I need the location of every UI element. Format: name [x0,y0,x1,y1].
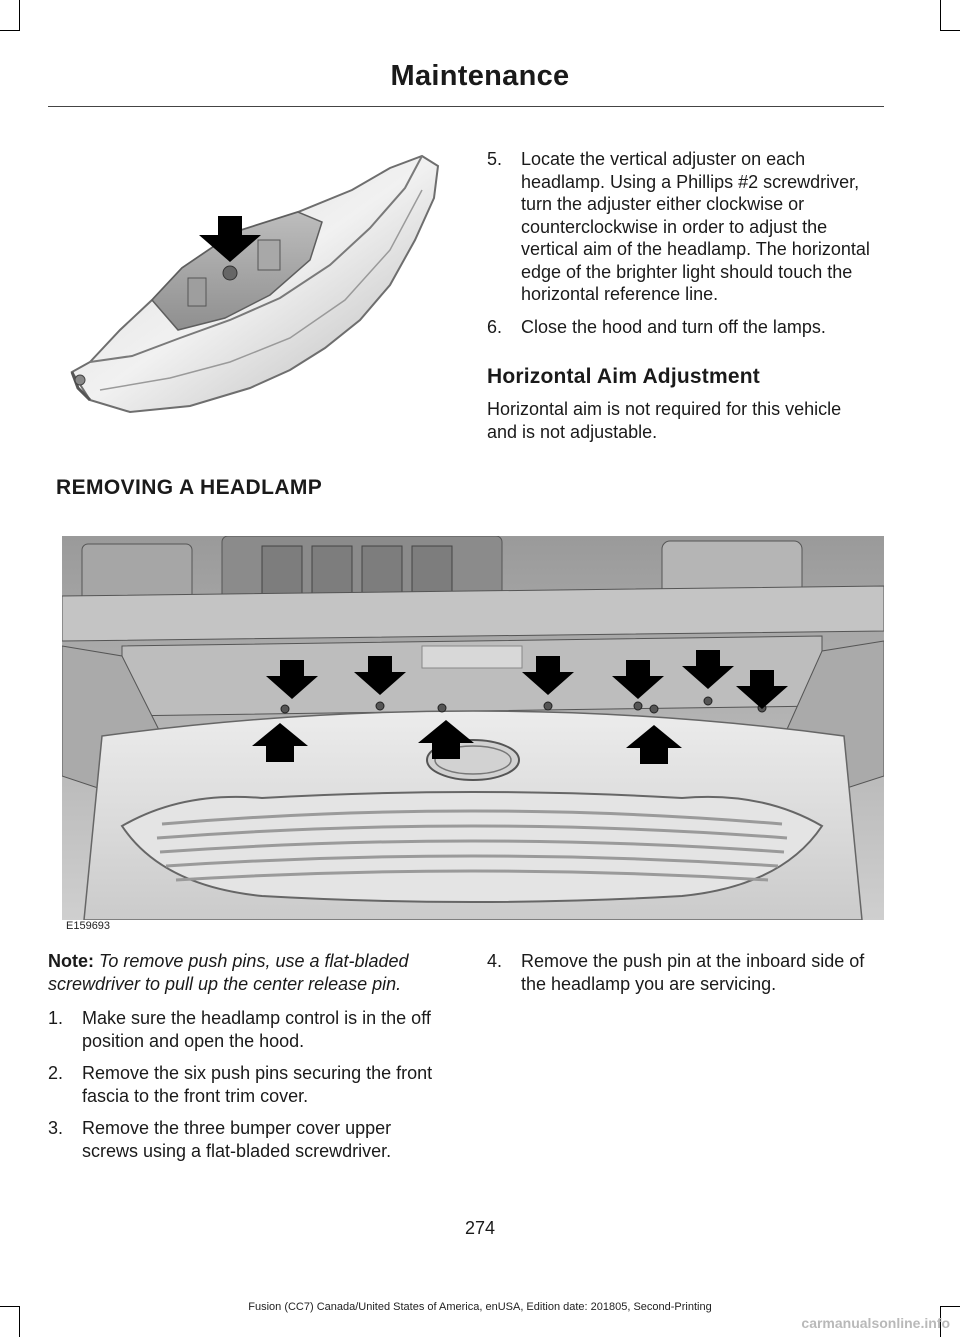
crop-mark [940,30,960,31]
removing-steps-left [48,950,450,1172]
section-heading: Horizontal Aim Adjustment [487,365,760,388]
step-text: Make sure the headlamp control is in the off position and open the hood. [82,1008,431,1051]
step-text: Locate the vertical adjuster on each headlamp. Using a Phillips #2 screwdriver, turn the adjuster either clockwise or counterclockwise in order to adjust the vertical aim of the headlamp. The horizontal edge of the brighter light should touch the horizontal reference line. [521,149,870,304]
crop-mark [19,0,20,30]
step-item [487,316,884,339]
step-number: 3. [48,1118,64,1138]
note-label: Note: [48,951,94,971]
main-heading: REMOVING A HEADLAMP [56,476,323,499]
footer-text: Fusion (CC7) Canada/United States of America, enUSA, Edition date: 201805, Second-Printing [248,1301,712,1313]
note-text: To remove push pins, use a flat-bladed screwdriver to pull up the center release pin. [48,951,409,994]
step-text: Remove the six push pins securing the front fascia to the front trim cover. [82,1063,433,1106]
step-item [48,1007,450,1052]
page-number: 274 [464,1218,496,1238]
step-item [487,148,884,306]
step-text: Remove the push pin at the inboard side of the headlamp you are servicing. [521,951,865,994]
step-number: 6. [487,316,503,337]
note [48,950,450,995]
step-text: Remove the three bumper cover upper screws using a flat-bladed screwdriver. [82,1118,392,1161]
headlamp-illustration [60,150,442,418]
page-title: Maintenance [390,60,570,92]
watermark: carmanualsonline.info [801,1315,950,1331]
step-item [487,950,884,995]
step-number: 4. [487,951,503,971]
step-item [48,1117,450,1162]
vertical-aim-steps [487,148,884,348]
figure-code: E159693 [66,920,111,932]
step-text: Close the hood and turn off the lamps. [521,316,826,337]
step-number: 5. [487,149,503,169]
crop-mark [940,0,941,30]
step-number: 1. [48,1008,64,1028]
step-number: 2. [48,1063,64,1083]
header-divider [48,106,884,107]
step-item [48,1062,450,1107]
front-fascia-illustration [62,536,884,920]
horizontal-aim-text: Horizontal aim is not required for this vehicle and is not adjustable. [487,399,842,442]
crop-mark [0,30,20,31]
removing-steps-right [487,950,884,1005]
